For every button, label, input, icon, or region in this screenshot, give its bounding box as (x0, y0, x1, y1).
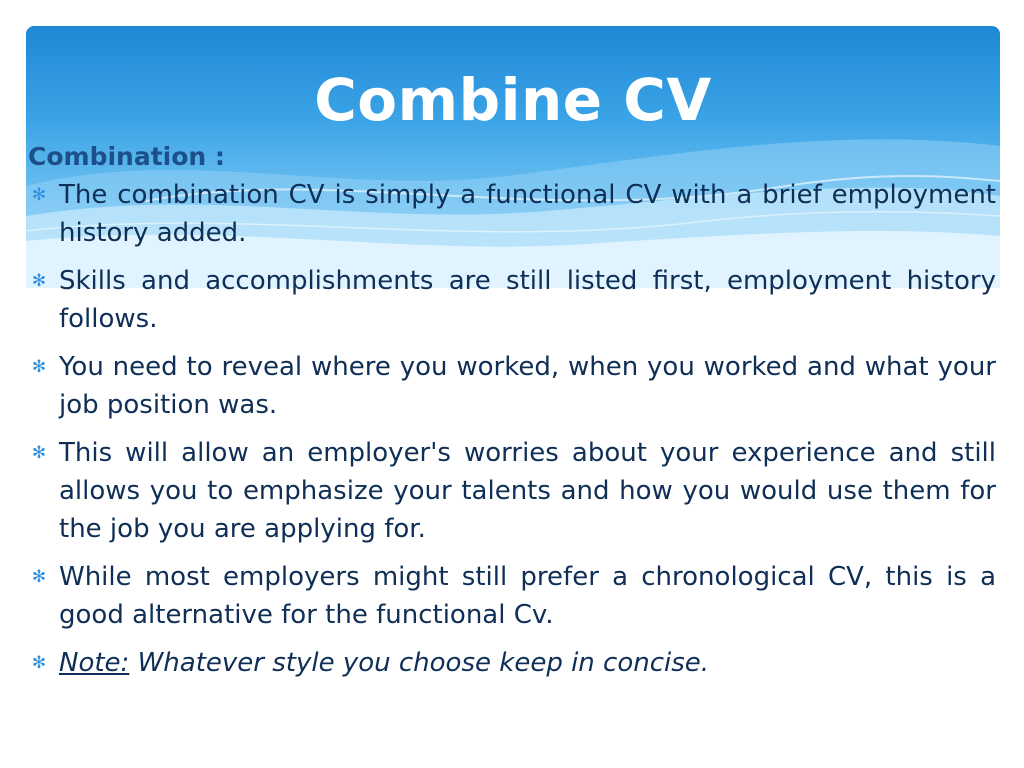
asterisk-bullet-icon: ✻ (31, 271, 47, 291)
bullet-item (28, 558, 996, 634)
bullet-list (28, 176, 996, 682)
note-label: Note: (59, 648, 130, 678)
note-item (28, 644, 996, 682)
bullet-text: The combination CV is simply a functional CV with a brief employment history added. (59, 180, 996, 248)
bullet-item (28, 176, 996, 252)
bullet-text: This will allow an employer's worries about your experience and still allows you to emphasize your talents and how you would use them for the job you are applying for. (59, 438, 996, 544)
bullet-text: Skills and accomplishments are still listed first, employment history follows. (59, 266, 996, 334)
subheading: Combination : (28, 142, 225, 171)
note-text: Whatever style you choose keep in concise. (129, 648, 710, 678)
slide-title: Combine CV (314, 66, 712, 134)
asterisk-bullet-icon: ✻ (31, 357, 47, 377)
asterisk-bullet-icon: ✻ (31, 567, 47, 587)
slide-content (28, 138, 996, 692)
bullet-text: While most employers might still prefer a chronological CV, this is a good alternative for the functional Cv. (59, 562, 996, 630)
bullet-item (28, 262, 996, 338)
bullet-item (28, 434, 996, 548)
asterisk-bullet-icon: ✻ (31, 653, 47, 673)
bullet-text: You need to reveal where you worked, when you worked and what your job position was. (59, 352, 996, 420)
asterisk-bullet-icon: ✻ (31, 185, 47, 205)
asterisk-bullet-icon: ✻ (31, 443, 47, 463)
bullet-item (28, 348, 996, 424)
